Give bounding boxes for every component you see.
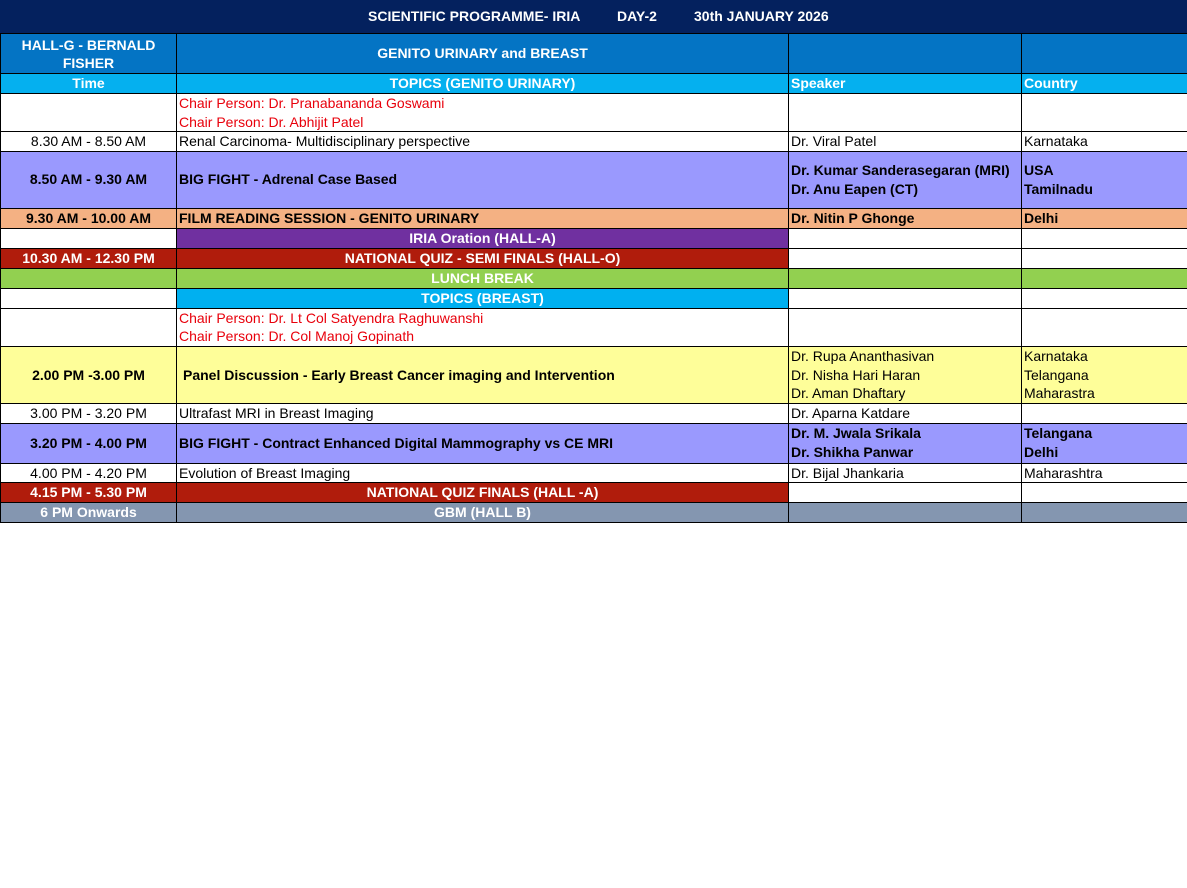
- session-topic: Panel Discussion - Early Breast Cancer imaging and Intervention: [177, 346, 789, 403]
- session-time: 10.30 AM - 12.30 PM: [1, 248, 177, 268]
- topics-breast-label: TOPICS (BREAST): [177, 288, 789, 308]
- session-topic: BIG FIGHT - Contract Enhanced Digital Mammography vs CE MRI: [177, 423, 789, 463]
- day-label: DAY-2: [617, 8, 657, 24]
- session-time: 4.15 PM - 5.30 PM: [1, 483, 177, 503]
- column-header-row: [1, 74, 1187, 94]
- breast-chair-row: [1, 308, 1187, 346]
- session-time: 9.30 AM - 10.00 AM: [1, 208, 177, 228]
- session-time: 3.00 PM - 3.20 PM: [1, 403, 177, 423]
- session-time: 3.20 PM - 4.00 PM: [1, 423, 177, 463]
- gbm-row: [1, 503, 1187, 523]
- session-speaker: Dr. Aparna Katdare: [789, 403, 1022, 423]
- quiz-semi-row: [1, 248, 1187, 268]
- session-time: 4.00 PM - 4.20 PM: [1, 463, 177, 483]
- session-country: Karnataka Telangana Maharastra: [1022, 346, 1187, 403]
- session-time: 2.00 PM -3.00 PM: [1, 346, 177, 403]
- session-topic: Ultrafast MRI in Breast Imaging: [177, 403, 789, 423]
- schedule-table: [0, 33, 1187, 523]
- table-row: [1, 403, 1187, 423]
- session-country: Maharashtra: [1022, 463, 1187, 483]
- session-topic: Evolution of Breast Imaging: [177, 463, 789, 483]
- session-time: 8.30 AM - 8.50 AM: [1, 132, 177, 152]
- session-country: Delhi: [1022, 208, 1187, 228]
- table-row: [1, 423, 1187, 463]
- session-country: USA Tamilnadu: [1022, 151, 1187, 208]
- hall-header-row: [1, 34, 1187, 74]
- session-speaker: Dr. M. Jwala Srikala Dr. Shikha Panwar: [789, 423, 1022, 463]
- session-country: Telangana Delhi: [1022, 423, 1187, 463]
- lunch-row: [1, 268, 1187, 288]
- hall-name: HALL-G - BERNALD FISHER: [1, 34, 177, 74]
- breast-chairpersons: Chair Person: Dr. Lt Col Satyendra Raghuwanshi Chair Person: Dr. Col Manoj Gopinath: [177, 308, 789, 346]
- lunch-label: LUNCH BREAK: [177, 268, 789, 288]
- title-bar: [0, 0, 1187, 33]
- col-country: Country: [1022, 74, 1187, 94]
- gu-chair-row: [1, 94, 1187, 132]
- oration-label: IRIA Oration (HALL-A): [177, 228, 789, 248]
- table-row: [1, 208, 1187, 228]
- date-label: 30th JANUARY 2026: [694, 8, 829, 24]
- quiz-final-row: [1, 483, 1187, 503]
- session-time: 6 PM Onwards: [1, 503, 177, 523]
- session-country: [1022, 403, 1187, 423]
- quiz-final-label: NATIONAL QUIZ FINALS (HALL -A): [177, 483, 789, 503]
- table-row: [1, 151, 1187, 208]
- session-speaker: Dr. Kumar Sanderasegaran (MRI) Dr. Anu Eapen (CT): [789, 151, 1022, 208]
- session-topic: BIG FIGHT - Adrenal Case Based: [177, 151, 789, 208]
- breast-header-row: [1, 288, 1187, 308]
- session-topic: FILM READING SESSION - GENITO URINARY: [177, 208, 789, 228]
- col-time: Time: [1, 74, 177, 94]
- session-country: Karnataka: [1022, 132, 1187, 152]
- table-row: [1, 346, 1187, 403]
- oration-row: [1, 228, 1187, 248]
- session-speaker: Dr. Bijal Jhankaria: [789, 463, 1022, 483]
- gu-chairpersons: Chair Person: Dr. Pranabananda Goswami Chair Person: Dr. Abhijit Patel: [177, 94, 789, 132]
- session-speaker: Dr. Viral Patel: [789, 132, 1022, 152]
- quiz-semi-label: NATIONAL QUIZ - SEMI FINALS (HALL-O): [177, 248, 789, 268]
- programme-title: SCIENTIFIC PROGRAMME- IRIA: [368, 8, 581, 24]
- table-row: [1, 132, 1187, 152]
- gbm-label: GBM (HALL B): [177, 503, 789, 523]
- session-speaker: Dr. Nitin P Ghonge: [789, 208, 1022, 228]
- track-title: GENITO URINARY and BREAST: [177, 34, 789, 74]
- table-row: [1, 463, 1187, 483]
- col-topics: TOPICS (GENITO URINARY): [177, 74, 789, 94]
- session-time: 8.50 AM - 9.30 AM: [1, 151, 177, 208]
- session-topic: Renal Carcinoma- Multidisciplinary perspective: [177, 132, 789, 152]
- session-speaker: Dr. Rupa Ananthasivan Dr. Nisha Hari Haran Dr. Aman Dhaftary: [789, 346, 1022, 403]
- col-speaker: Speaker: [789, 74, 1022, 94]
